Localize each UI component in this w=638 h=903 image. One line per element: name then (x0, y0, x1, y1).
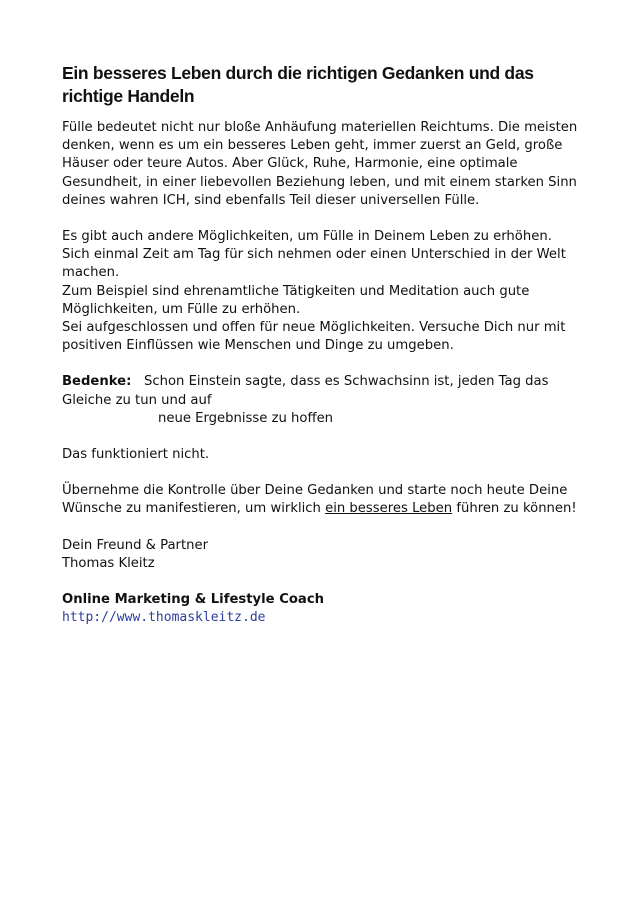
paragraph-line: Es gibt auch andere Möglichkeiten, um Fülle in Deinem Leben zu erhöhen. Sich einmal Zeit am Tag für sich nehmen oder einen Unterschied in der Welt machen. (62, 229, 566, 281)
bedenke-block (62, 373, 582, 428)
paragraph-kontrolle-end: führen zu können! (452, 501, 577, 517)
document-title: Ein besseres Leben durch die richtigen Gedanken und das richtige Handeln (62, 63, 534, 106)
paragraph-moeglichkeiten (62, 228, 582, 355)
besseres-leben-link[interactable]: ein besseres Leben (325, 501, 453, 517)
paragraph-kontrolle-text: Übernehme die Kontrolle über Deine Gedanken und starte noch heute Deine Wünsche zu manifestieren, um wirklich (62, 483, 568, 517)
paragraph-kontrolle (62, 482, 582, 518)
footer-role: Online Marketing & Lifestyle Coach (62, 592, 325, 608)
signature-greeting: Dein Freund & Partner (62, 537, 209, 553)
paragraph-fuelle: Fülle bedeutet nicht nur bloße Anhäufung materiellen Reichtums. Die meisten denken, wenn es um ein besseres Leben geht, immer zuerst an Geld, große Häuser oder teure Autos. Aber Glück, Ruhe, Harmonie, eine optimale Gesundheit, in einer liebevollen Beziehung leben, und mit einem starken Sinn deines wahren ICH, sind ebenfalls Teil dieser universellen Fülle. (62, 120, 578, 208)
document-content (62, 62, 582, 627)
paragraph-line: Zum Beispiel sind ehrenamtliche Tätigkeiten und Meditation auch gute Möglichkeiten, um Fülle zu erhöhen. (62, 283, 530, 317)
website-link[interactable]: http://www.thomaskleitz.de (62, 610, 266, 626)
paragraph-line: Sei aufgeschlossen und offen für neue Möglichkeiten. Versuche Dich nur mit positiven Einflüssen wie Menschen und Dinge zu umgeben. (62, 320, 566, 354)
signature-block (62, 537, 582, 573)
signature-name: Thomas Kleitz (62, 555, 155, 571)
bedenke-quote: Schon Einstein sagte, dass es Schwachsinn ist, jeden Tag das Gleiche zu tun und auf (62, 374, 549, 408)
bedenke-continuation: neue Ergebnisse zu hoffen (158, 410, 334, 426)
paragraph-funktioniert-nicht: Das funktioniert nicht. (62, 447, 210, 463)
bedenke-label: Bedenke: (62, 374, 132, 390)
footer-block (62, 591, 582, 627)
bedenke-text (62, 373, 582, 409)
